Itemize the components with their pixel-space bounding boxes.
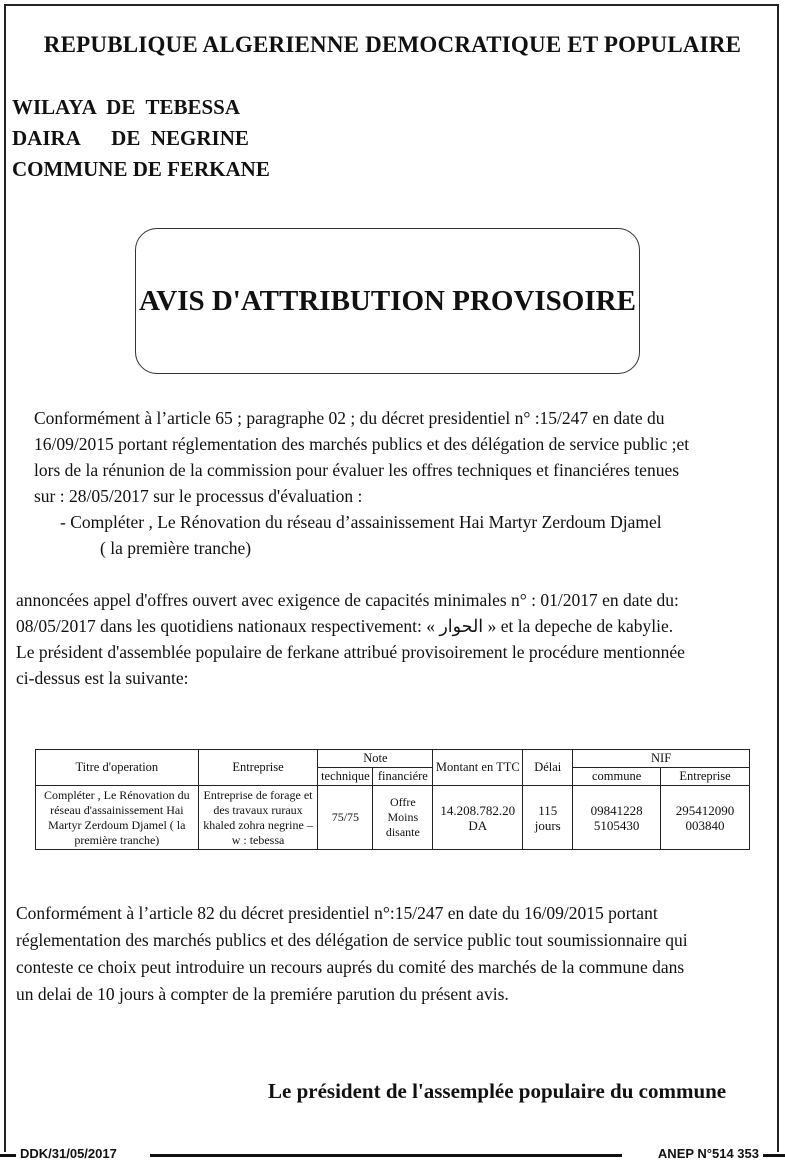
cell-titre: Compléter , Le Rénovation du réseau d'assainissement Hai Martyr Zerdoum Djamel ( la première tranche) — [36, 786, 199, 850]
footer — [0, 1146, 785, 1164]
footer-rule-middle — [150, 1154, 622, 1157]
republic-heading: REPUBLIQUE ALGERIENNE DEMOCRATIQUE ET POPULAIRE — [43, 32, 742, 57]
operation-bullet-tranche: ( la première tranche) — [100, 538, 252, 558]
daira-line: DAIRA DE NEGRINE — [12, 126, 249, 150]
intro-paragraph — [34, 405, 689, 561]
header-delai: Délai — [523, 750, 573, 786]
closing-paragraph — [16, 900, 688, 1008]
cell-nif-entreprise: 295412090 003840 — [661, 786, 750, 850]
announcement-paragraph — [16, 587, 685, 691]
footer-rule-left — [0, 1154, 16, 1157]
intro-line: sur : 28/05/2017 sur le processus d'évaluation : — [34, 486, 363, 506]
header-note-technique: technique — [318, 768, 373, 786]
table-header-row — [36, 750, 750, 768]
announcement-line: ci-dessus est la suivante: — [16, 668, 189, 688]
announcement-line: annoncées appel d'offres ouvert avec exigence de capacités minimales n° : 01/2017 en date du: — [16, 590, 679, 610]
cell-delai: 115 jours — [523, 786, 573, 850]
cell-nif-commune: 09841228 5105430 — [573, 786, 661, 850]
header-nif-commune: commune — [573, 768, 661, 786]
cell-entreprise: Entreprise de forage et des travaux ruraux khaled zohra negrine – w : tebessa — [198, 786, 318, 850]
announcement-line: Le président d'assemblée populaire de ferkane attribué provisoirement le procédure mentionnée — [16, 642, 685, 662]
header-note-financiere: financiére — [373, 768, 433, 786]
cell-technique: 75/75 — [318, 786, 373, 850]
closing-line: conteste ce choix peut introduire un recours auprés du comité des marchés de la commune dans — [16, 957, 685, 977]
wilaya-line: WILAYA DE TEBESSA — [12, 95, 241, 119]
intro-line: Conformément à l’article 65 ; paragraphe 02 ; du décret presidentiel n° :15/247 en date du — [34, 408, 665, 428]
header-montant: Montant en TTC — [433, 750, 523, 786]
header-note: Note — [318, 750, 433, 768]
administrative-block — [12, 92, 270, 185]
header-titre: Titre d'operation — [36, 750, 199, 786]
closing-line: réglementation des marchés publics et des délégation de service public tout soumissionnaire qui — [16, 930, 688, 950]
title-box — [135, 228, 640, 374]
closing-line: Conformément à l’article 82 du décret presidentiel n°:15/247 en date du 16/09/2015 portant — [16, 903, 658, 923]
footer-rule-right — [763, 1154, 785, 1157]
intro-line: lors de la rénunion de la commission pour évaluer les offres techniques et financiéres tenues — [34, 460, 680, 480]
commune-line: COMMUNE DE FERKANE — [12, 157, 270, 181]
announcement-line: 08/05/2017 dans les quotidiens nationaux respectivement: « الحوار » et la depeche de kabylie. — [16, 616, 674, 636]
cell-financiere: Offre Moins disante — [373, 786, 433, 850]
notice-title: AVIS D'ATTRIBUTION PROVISOIRE — [139, 285, 636, 317]
signature: Le président de l'assemplée populaire du commune — [268, 1079, 727, 1103]
header-entreprise: Entreprise — [198, 750, 318, 786]
cell-montant: 14.208.782.20 DA — [433, 786, 523, 850]
header-nif: NIF — [573, 750, 750, 768]
footer-right-ref: ANEP N°514 353 — [657, 1146, 759, 1161]
operation-bullet: - Compléter , Le Rénovation du réseau d’assainissement Hai Martyr Zerdoum Djamel — [60, 512, 662, 532]
footer-left-ref: DDK/31/05/2017 — [20, 1146, 117, 1161]
intro-line: 16/09/2015 portant réglementation des marchés publics et des délégation de service public ;et — [34, 434, 690, 454]
award-table — [35, 749, 750, 850]
table-row — [36, 786, 750, 850]
header-nif-entreprise: Entreprise — [661, 768, 750, 786]
closing-line: un delai de 10 jours à compter de la premiére parution du présent avis. — [16, 984, 509, 1004]
